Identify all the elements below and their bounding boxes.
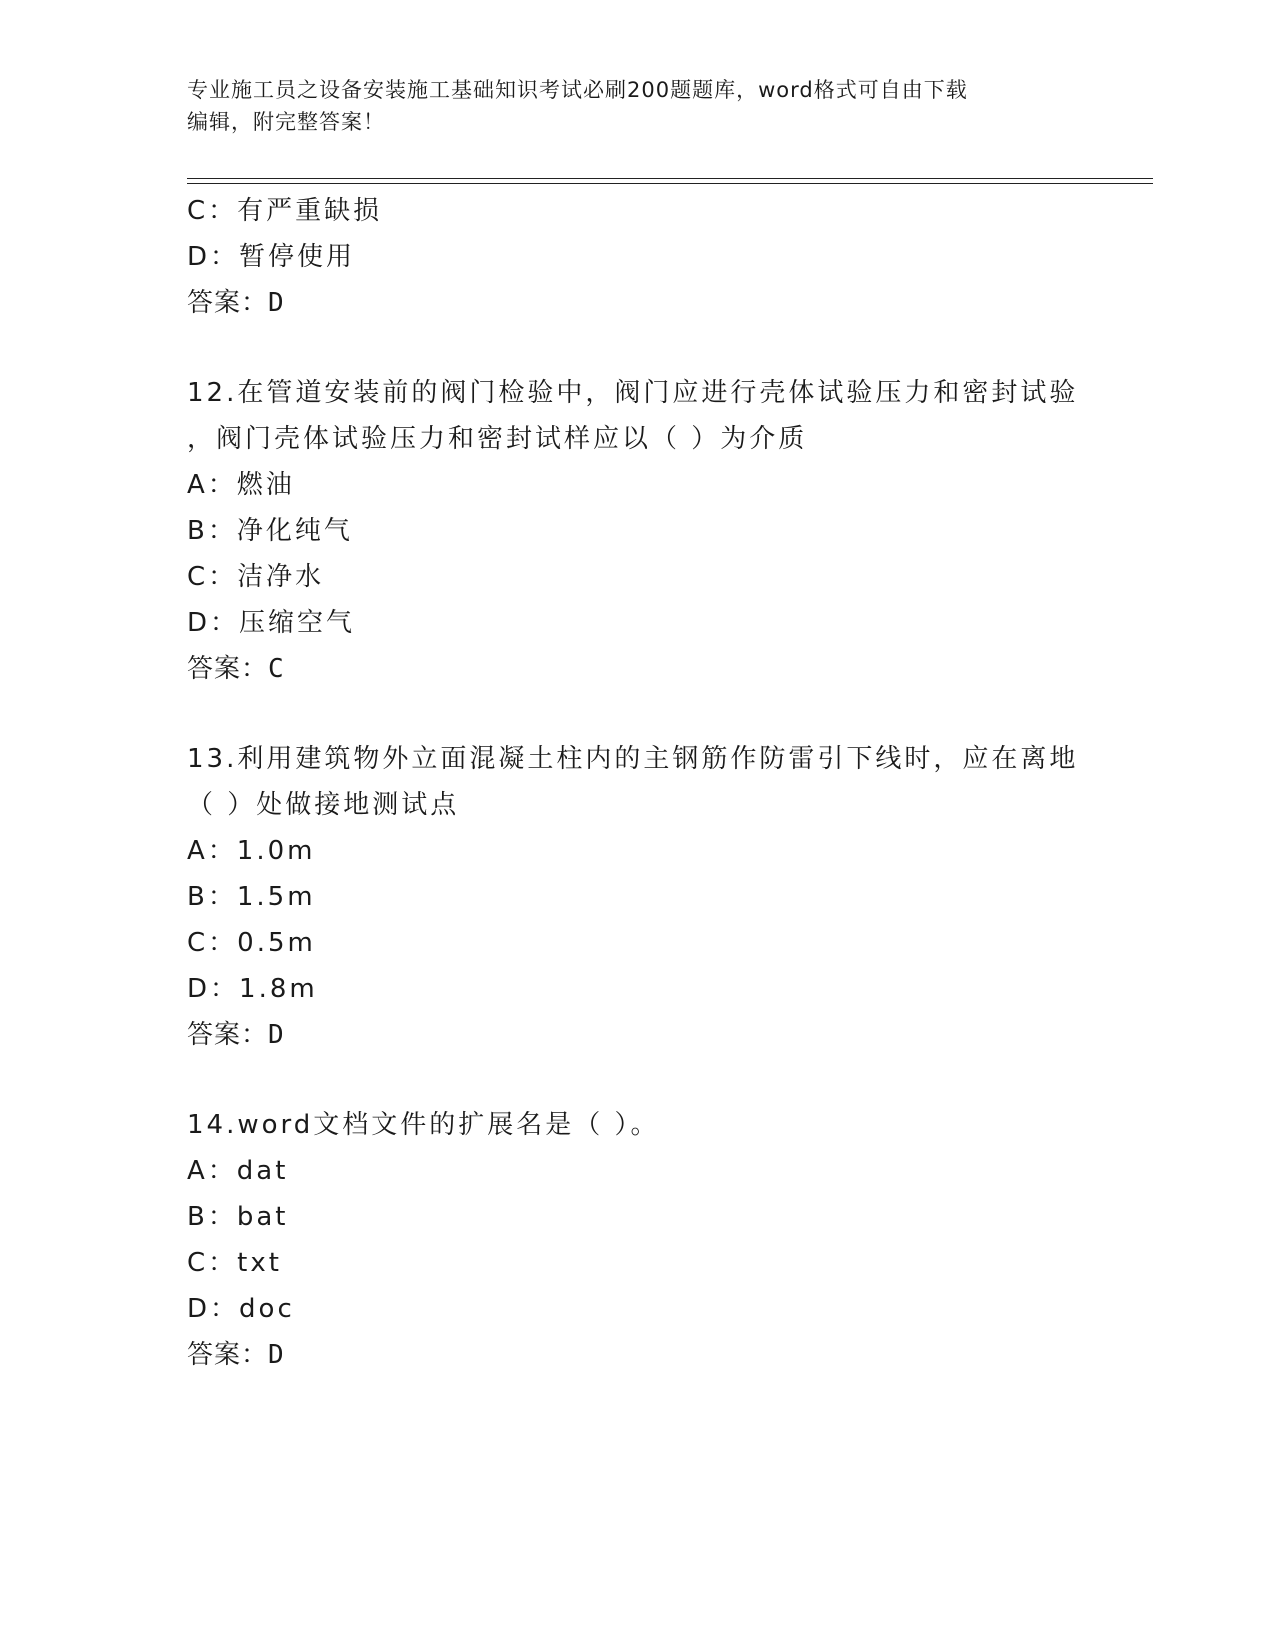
option-label: B： (187, 882, 237, 912)
header-title-line-2: 编辑，附完整答案！ (187, 110, 385, 134)
option-a (187, 828, 1087, 874)
header-title-line-1: 专业施工员之设备安装施工基础知识考试必刷200题题库，word格式可自由下载 (187, 78, 968, 102)
option-text: txt (237, 1248, 282, 1278)
answer-label: 答案： (187, 1340, 269, 1370)
option-text: 燃油 (236, 470, 295, 500)
option-text: dat (236, 1156, 289, 1186)
question-text-line (187, 416, 1087, 462)
option-label: C： (187, 196, 238, 226)
option-label: B： (187, 1202, 237, 1232)
option-label: A： (187, 470, 237, 500)
option-text: 1.0m (236, 836, 316, 866)
option-text: 0.5m (237, 928, 316, 958)
option-label: C： (187, 928, 238, 958)
answer-line (187, 280, 1087, 326)
question-number: 12. (187, 378, 238, 408)
option-label: D： (187, 242, 240, 272)
answer-label: 答案： (187, 288, 269, 318)
option-label: D： (187, 974, 240, 1004)
option-text: 洁净水 (237, 562, 325, 592)
question-block-14 (187, 1102, 1087, 1378)
answer-value: C (268, 654, 285, 684)
answer-value: D (268, 288, 285, 318)
option-a (187, 462, 1087, 508)
answer-label: 答案： (187, 1020, 269, 1050)
option-text: bat (236, 1202, 289, 1232)
option-label: A： (187, 836, 237, 866)
option-label: D： (187, 608, 240, 638)
option-text: 压缩空气 (239, 608, 356, 638)
answer-label: 答案： (187, 654, 269, 684)
question-block-12 (187, 370, 1087, 692)
question-text-line (187, 782, 1087, 828)
header-divider-bottom (187, 183, 1153, 184)
document-header (187, 74, 1067, 138)
option-d (187, 600, 1087, 646)
option-c (187, 920, 1087, 966)
option-text: doc (239, 1294, 295, 1324)
option-c (187, 1240, 1087, 1286)
question-block-13 (187, 736, 1087, 1058)
question-text: word文档文件的扩展名是（ ）。 (237, 1110, 660, 1140)
question-number: 14. (187, 1110, 238, 1140)
option-label: B： (187, 516, 237, 546)
answer-line (187, 646, 1087, 692)
option-c (187, 554, 1087, 600)
option-d (187, 966, 1087, 1012)
option-a (187, 1148, 1087, 1194)
option-text: 暂停使用 (239, 242, 356, 272)
answer-line (187, 1332, 1087, 1378)
question-text-line (187, 1102, 1087, 1148)
question-text-line (187, 370, 1087, 416)
option-label: D： (187, 1294, 240, 1324)
option-b (187, 874, 1087, 920)
option-label: C： (187, 1248, 238, 1278)
option-text: 1.8m (239, 974, 318, 1004)
question-list (187, 188, 1087, 1378)
question-number: 13. (187, 744, 238, 774)
question-text: 在管道安装前的阀门检验中，阀门应进行壳体试验压力和密封试验 (237, 378, 1079, 408)
question-text: ，阀门壳体试验压力和密封试样应以（ ）为介质 (187, 424, 808, 454)
option-c (187, 188, 1087, 234)
option-text: 1.5m (236, 882, 316, 912)
question-text: 利用建筑物外立面混凝土柱内的主钢筋作防雷引下线时，应在离地 (237, 744, 1079, 774)
answer-value: D (268, 1340, 285, 1370)
answer-value: D (268, 1020, 285, 1050)
option-text: 有严重缺损 (237, 196, 383, 226)
header-divider-top (187, 178, 1153, 179)
question-block-partial (187, 188, 1087, 326)
question-text-line (187, 736, 1087, 782)
option-d (187, 1286, 1087, 1332)
question-text: （ ）处做接地测试点 (187, 790, 460, 820)
answer-line (187, 1012, 1087, 1058)
option-label: C： (187, 562, 238, 592)
option-b (187, 1194, 1087, 1240)
option-d (187, 234, 1087, 280)
option-text: 净化纯气 (236, 516, 353, 546)
option-label: A： (187, 1156, 237, 1186)
option-b (187, 508, 1087, 554)
